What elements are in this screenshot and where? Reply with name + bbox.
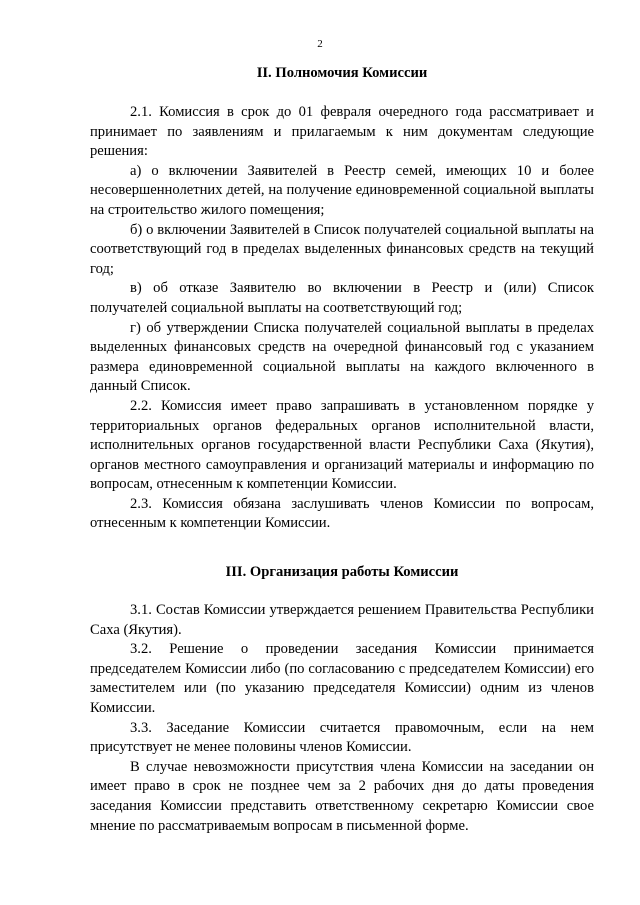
paragraph-2-1-b: б) о включении Заявителей в Список получателей социальной выплаты на соответствующий год в пределах выделенных финансовых средств на текущий год; bbox=[90, 221, 594, 277]
section-3-title: III. Организация работы Комиссии bbox=[225, 564, 459, 580]
paragraph-3-2: 3.2. Решение о проведении заседания Комиссии принимается председателем Комиссии либо (по согласованию с председателем Комиссии) его заместителем или (по указанию председателя Комиссии) одним из членов Комиссии. bbox=[90, 641, 594, 716]
paragraph-2-2: 2.2. Комиссия имеет право запрашивать в установленном порядке у территориальных органов федеральных органов исполнительной власти, исполнительных органов государственной власти Республики Саха (Якутия), органов местного самоуправления и организаций материалы и информацию по вопросам, отнесенным к компетенции Комиссии. bbox=[90, 397, 594, 493]
paragraph-2-1-v: в) об отказе Заявителю во включении в Реестр и (или) Список получателей социальной выплаты на соответствующий год; bbox=[90, 280, 594, 316]
paragraph-2-3: 2.3. Комиссия обязана заслушивать членов Комиссии по вопросам, отнесенным к компетенции Комиссии. bbox=[90, 495, 594, 532]
paragraph-3-3: 3.3. Заседание Комиссии считается правомочным, если на нем присутствует не менее половины членов Комиссии. bbox=[90, 719, 594, 756]
page-number: 2 bbox=[317, 38, 323, 50]
section-2-body bbox=[90, 103, 594, 534]
paragraph-2-1-g: г) об утверждении Списка получателей социальной выплаты в пределах выделенных финансовых средств на очередной финансовый год с указанием размера единовременной социальной выплаты на каждого включенного в данный Список. bbox=[90, 319, 594, 395]
section-3-body bbox=[90, 601, 594, 836]
section-2-title: II. Полномочия Комиссии bbox=[256, 65, 428, 81]
paragraph-2-1: 2.1. Комиссия в срок до 01 февраля очередного года рассматривает и принимает по заявлениям и прилагаемым к ним документам следующие решения: bbox=[90, 104, 594, 160]
paragraph-2-1-a: а) о включении Заявителей в Реестр семей, имеющих 10 и более несовершеннолетних детей, на получение единовременной социальной выплаты на строительство жилого помещения; bbox=[90, 162, 594, 218]
paragraph-3-3-absence: В случае невозможности присутствия члена Комиссии на заседании он имеет право в срок не позднее чем за 2 рабочих дня до даты проведения заседания Комиссии представить ответственному секретарю Комиссии свое мнение по рассматриваемым вопросам в письменной форме. bbox=[90, 758, 594, 834]
paragraph-3-1: 3.1. Состав Комиссии утверждается решением Правительства Республики Саха (Якутия). bbox=[90, 602, 594, 638]
